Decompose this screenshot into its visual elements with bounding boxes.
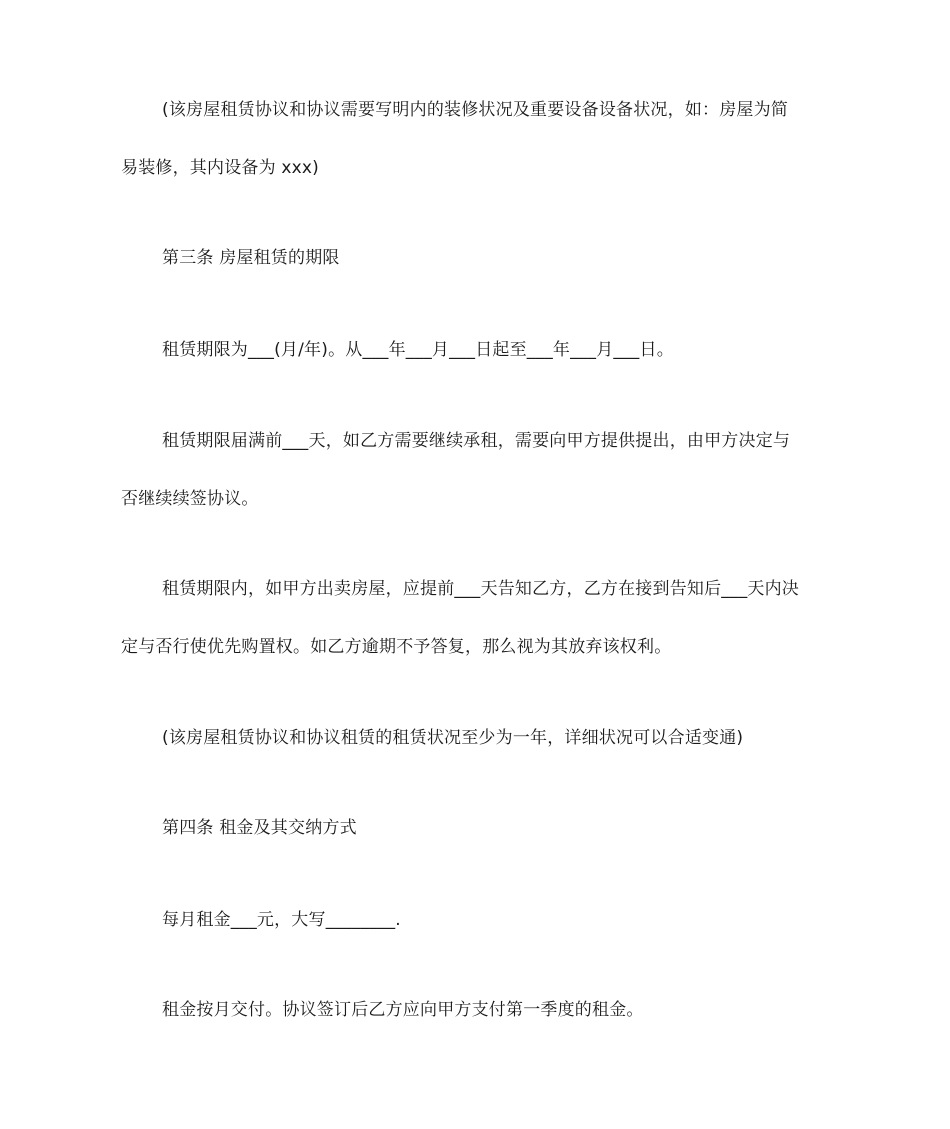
article-4-heading: 第四条 租金及其交纳方式 <box>162 818 357 838</box>
paragraph-decoration-note-line-1: (该房屋租赁协议和协议需要写明内的装修状况及重要设备设备状况，如：房屋为简 <box>162 100 789 120</box>
lease-term-line: 租赁期限为___(月/年)。从___年___月___日起至___年___月___日。 <box>162 340 674 360</box>
renewal-clause-line-2: 否继续续签协议。 <box>121 489 259 509</box>
renewal-clause-line-1: 租赁期限届满前___天，如乙方需要继续承租，需要向甲方提供提出，由甲方决定与 <box>162 431 791 451</box>
paragraph-decoration-note-line-2: 易装修，其内设备为 xxx) <box>121 158 320 178</box>
lease-duration-note: (该房屋租赁协议和协议租赁的租赁状况至少为一年，详细状况可以合适变通) <box>162 728 744 748</box>
purchase-right-clause-line-1: 租赁期限内，如甲方出卖房屋，应提前___天告知乙方，乙方在接到告知后___天内决 <box>162 579 799 599</box>
monthly-rent-line: 每月租金___元，大写________. <box>162 910 401 930</box>
purchase-right-clause-line-2: 定与否行使优先购置权。如乙方逾期不予答复，那么视为其放弃该权利。 <box>121 637 672 657</box>
rent-payment-line: 租金按月交付。协议签订后乙方应向甲方支付第一季度的租金。 <box>162 1000 644 1020</box>
article-3-heading: 第三条 房屋租赁的期限 <box>162 248 340 268</box>
